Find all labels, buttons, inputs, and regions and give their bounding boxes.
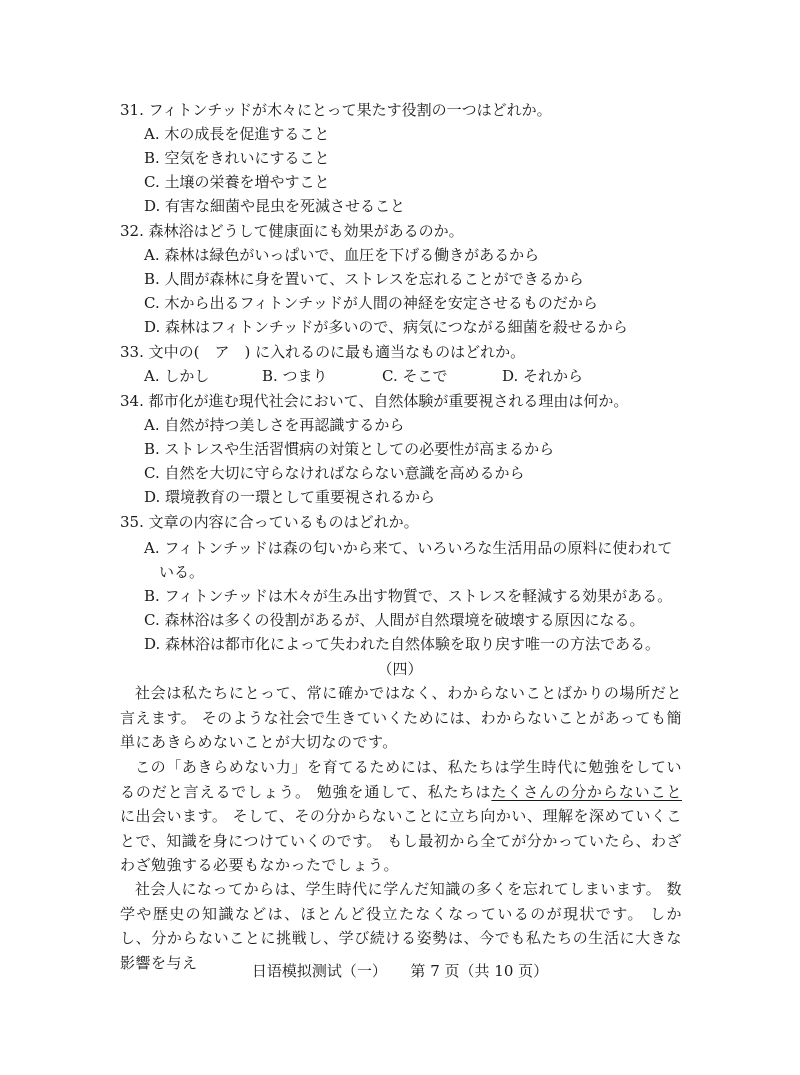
passage-paragraph-3: 社会人になってからは、学生時代に学んだ知識の多くを忘れてしまいます。 数学や歴史の知識などは、ほとんど役立たなくなっているのが現状です。 しかし、分からないことに挑戦し、学び続ける姿勢は、今でも私たちの生活に大きな影響を与え [120, 880, 682, 972]
question-33-option-d: D. それから [502, 367, 584, 385]
question-35-option-d: D. 森林浴は都市化によって失われた自然体験を取り戻す唯一の方法である。 [144, 635, 661, 653]
question-35-option-c: C. 森林浴は多くの役割があるが、人間が自然環境を破壊する原因になる。 [144, 611, 645, 629]
question-33-option-b: B. つまり [262, 367, 328, 385]
footer-exam-title: 日语模拟测试（一） [251, 962, 387, 980]
passage-paragraph-2 [120, 755, 682, 878]
footer-page-number: 第 7 页（共 10 页） [410, 962, 549, 980]
question-35-option-a: A. フィトンチッドは森の匂いから来て、いろいろな生活用品の原料に使われて [144, 539, 673, 557]
question-31-option-a: A. 木の成長を促進すること [144, 125, 330, 143]
question-31-option-c: C. 土壌の栄養を増やすこと [144, 173, 330, 191]
question-32-option-b: B. 人間が森林に身を置いて、ストレスを忘れることができるから [144, 270, 584, 288]
question-32: 32. 森林浴はどうして健康面にも効果があるのか。 [120, 222, 464, 240]
page-footer [0, 959, 800, 983]
question-31: 31. フィトンチッドが木々にとって果たす役割の一つはどれか。 [120, 101, 552, 119]
question-35-option-a-continued: いる。 [159, 563, 205, 581]
question-32-option-d: D. 森林はフィトンチッドが多いので、病気につながる細菌を殺せるから [144, 318, 628, 336]
passage-paragraph-2-before: この「あきらめない力」を育てるためには、私たちは学生時代に勉強をしているのだと言えるでしょう。 勉強を通して、私たちは [120, 758, 682, 801]
underlined-phrase: たくさんの分からないこと [491, 782, 682, 801]
question-34-option-a: A. 自然が持つ美しさを再認識するから [144, 416, 405, 434]
question-32-option-c: C. 木から出るフィトンチッドが人間の神経を安定させるものだから [144, 294, 598, 312]
question-34-option-b: B. ストレスや生活習慣病の対策としての必要性が高まるから [144, 440, 555, 458]
question-33: 33. 文中の( ア ) に入れるのに最も適当なものはどれか。 [120, 343, 526, 361]
question-31-option-b: B. 空気をきれいにすること [144, 149, 330, 167]
question-33-options [144, 364, 704, 388]
question-35: 35. 文章の内容に合っているものはどれか。 [120, 513, 419, 531]
question-33-option-c: C. そこで [382, 367, 448, 385]
question-34: 34. 都市化が進む現代社会において、自然体験が重要視される理由は何か。 [120, 392, 629, 410]
question-33-option-a: A. しかし [144, 367, 210, 385]
section-heading: （四） [377, 660, 423, 678]
question-32-option-a: A. 森林は緑色がいっぱいで、血圧を下げる働きがあるから [144, 246, 540, 264]
passage-paragraph-2-after: に出会います。 そして、その分からないことに立ち向かい、理解を深めていくことで、知識を身につけていくのです。 もし最初から全てが分かっていたら、わざわざ勉強する必要もなかったでしょう。 [120, 807, 682, 875]
passage-paragraph-1: 社会は私たちにとって、常に確かではなく、わからないことばかりの場所だと言えます。 そのような社会で生きていくためには、わからないことがあっても簡単にあきらめないことが大切なのです。 [120, 684, 682, 752]
question-34-option-c: C. 自然を大切に守らなければならない意識を高めるから [144, 464, 525, 482]
question-34-option-d: D. 環境教育の一環として重要視されるから [144, 488, 436, 506]
question-31-option-d: D. 有害な細菌や昆虫を死滅させること [144, 197, 406, 215]
question-35-option-b: B. フィトンチッドは木々が生み出す物質で、ストレスを軽減する効果がある。 [144, 587, 673, 605]
